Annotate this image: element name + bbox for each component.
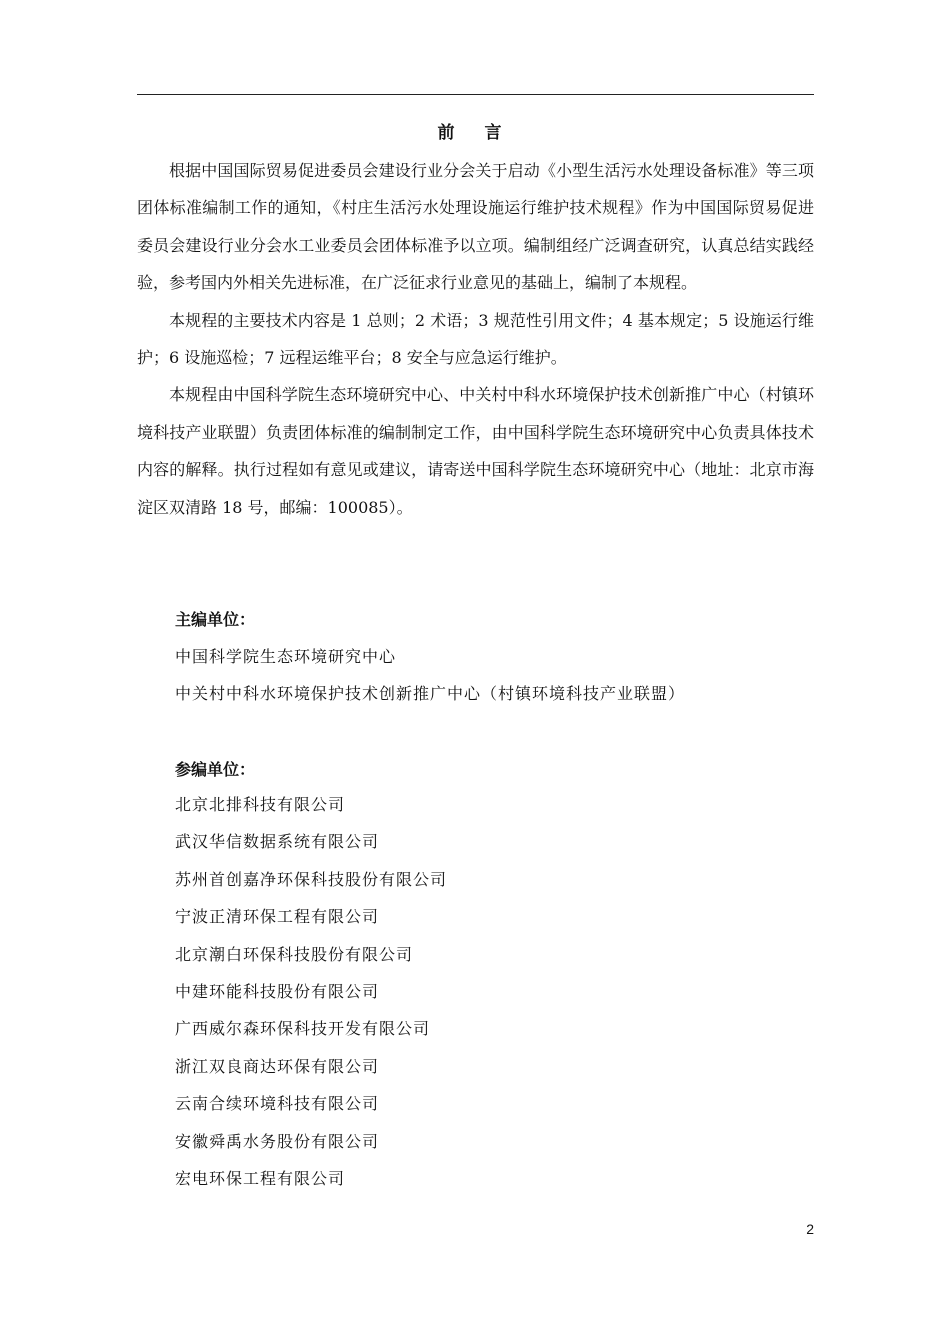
participating-units-list — [175, 786, 447, 1197]
list-item: 中关村中科水环境保护技术创新推广中心（村镇环境科技产业联盟） — [175, 684, 686, 704]
foreword-body — [137, 152, 814, 526]
list-item: 宁波正清环保工程有限公司 — [175, 907, 380, 927]
list-item: 中国科学院生态环境研究中心 — [175, 647, 397, 666]
participating-units-heading: 参编单位： — [175, 760, 256, 779]
header-rule — [137, 94, 814, 95]
list-item: 云南合续环境科技有限公司 — [175, 1094, 380, 1114]
chief-units-list — [175, 638, 685, 713]
list-item: 宏电环保工程有限公司 — [175, 1169, 346, 1189]
foreword-paragraph-1: 根据中国国际贸易促进委员会建设行业分会关于启动《小型生活污水处理设备标准》等三项团体标准编制工作的通知，《村庄生活污水处理设施运行维护技术规程》作为中国国际贸易促进委员会建设行业分会水工业委员会团体标准予以立项。编制组经广泛调查研究，认真总结实践经验，参考国内外相关先进标准，在广泛征求行业意见的基础上，编制了本规程。 — [137, 161, 814, 293]
foreword-paragraph-3: 本规程由中国科学院生态环境研究中心、中关村中科水环境保护技术创新推广中心（村镇环境科技产业联盟）负责团体标准的编制制定工作，由中国科学院生态环境研究中心负责具体技术内容的解释。执行过程如有意见或建议，请寄送中国科学院生态环境研究中心（地址：北京市海淀区双清路 18 号，邮编：100085）。 — [137, 385, 814, 517]
list-item: 北京北排科技有限公司 — [175, 795, 346, 814]
page-title: 前 言 — [437, 123, 514, 143]
page-number: 2 — [806, 1221, 814, 1237]
list-item: 广西威尔森环保科技开发有限公司 — [175, 1019, 431, 1039]
list-item: 浙江双良商达环保有限公司 — [175, 1056, 380, 1076]
list-item: 安徽舜禹水务股份有限公司 — [175, 1131, 380, 1151]
list-item: 苏州首创嘉净环保科技股份有限公司 — [175, 869, 448, 889]
chief-units-heading: 主编单位： — [175, 610, 256, 629]
list-item: 中建环能科技股份有限公司 — [175, 982, 380, 1002]
foreword-paragraph-2: 本规程的主要技术内容是 1 总则；2 术语；3 规范性引用文件；4 基本规定；5 设施运行维护；6 设施巡检；7 远程运维平台；8 安全与应急运行维护。 — [137, 310, 814, 368]
list-item: 北京潮白环保科技股份有限公司 — [175, 944, 414, 964]
list-item: 武汉华信数据系统有限公司 — [175, 832, 380, 852]
